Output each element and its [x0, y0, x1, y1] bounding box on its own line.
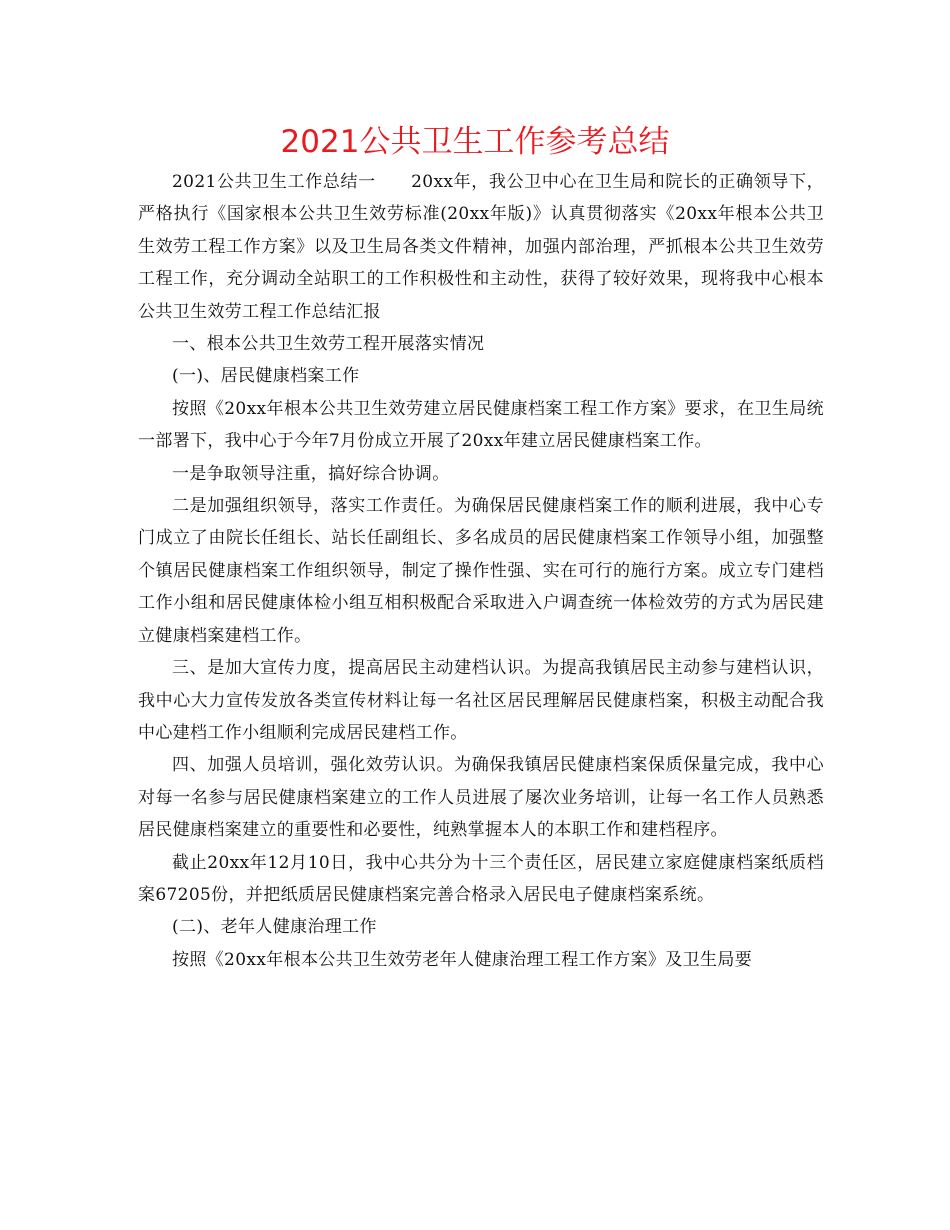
paragraph-point-4: 四、加强人员培训，强化效劳认识。为确保我镇居民健康档案保质保量完成，我中心对每一名参与居民健康档案建立的工作人员进展了屡次业务培训，让每一名工作人员熟悉居民健康档案建立的重要性和必要性，纯熟掌握本人的本职工作和建档程序。 [138, 755, 824, 841]
paragraph-point-3: 三、是加大宣传力度，提高居民主动建档认识。为提高我镇居民主动参与建档认识，我中心大力宣传发放各类宣传材料让每一名社区居民理解居民健康档案，积极主动配合我中心建档工作小组顺利完成居民建档工作。 [138, 658, 824, 743]
subsection-heading-2: (二)、老年人健康治理工作 [172, 917, 377, 938]
section-heading-1: 一、根本公共卫生效劳工程开展落实情况 [172, 334, 485, 355]
paragraph-health-records: 按照《20xx年根本公共卫生效劳建立居民健康档案工程工作方案》要求，在卫生局统一部署下，我中心于今年7月份成立开展了20xx年建立居民健康档案工作。 [138, 398, 824, 452]
paragraph-elderly-care: 按照《20xx年根本公共卫生效劳老年人健康治理工程工作方案》及卫生局要 [172, 949, 753, 970]
paragraph-point-2: 二是加强组织领导，落实工作责任。为确保居民健康档案工作的顺利进展，我中心专门成立了由院长任组长、站长任副组长、多名成员的居民健康档案工作领导小组，加强整个镇居民健康档案工作组织领导，制定了操作性强、实在可行的施行方案。成立专门建档工作小组和居民健康体检小组互相积极配合采取进入户调查统一体检效劳的方式为居民建立健康档案建档工作。 [138, 496, 824, 646]
document-title: 2021公共卫生工作参考总结 [280, 124, 670, 160]
paragraph-intro: 2021公共卫生工作总结一 20xx年，我公卫中心在卫生局和院长的正确领导下，严格执行《国家根本公共卫生效劳标准(20xx年版)》认真贯彻落实《20xx年根本公共卫生效劳工程工作方案》以及卫生局各类文件精神，加强内部治理，严抓根本公共卫生效劳工程工作，充分调动全站职工的工作积极性和主动性，获得了较好效果，现将我中心根本公共卫生效劳工程工作总结汇报 [138, 172, 824, 322]
paragraph-point-1: 一是争取领导注重，搞好综合协调。 [172, 463, 450, 484]
document-body [138, 166, 824, 976]
subsection-heading-1: (一)、居民健康档案工作 [172, 366, 360, 387]
paragraph-status: 截止20xx年12月10日，我中心共分为十三个责任区，居民建立家庭健康档案纸质档案67205份，并把纸质居民健康档案完善合格录入居民电子健康档案系统。 [138, 852, 824, 905]
